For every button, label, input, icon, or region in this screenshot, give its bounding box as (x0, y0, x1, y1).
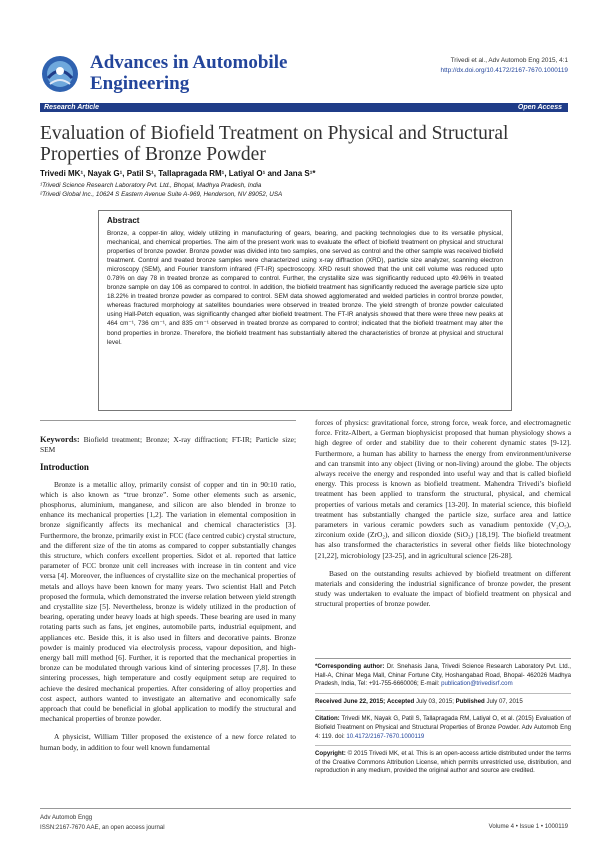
abstract-box (98, 210, 512, 411)
accepted-label: Accepted (386, 697, 415, 705)
affiliation-2: ²Trivedi Global Inc., 10624 S Eastern Avenue Suite A-969, Henderson, NV 89052, USA (40, 191, 283, 198)
article-type-ribbon (40, 103, 568, 112)
keywords (40, 434, 296, 455)
copyright-text: © 2015 Trivedi MK, et al. This is an open-access article distributed under the terms of the Creative Commons Attribution License, which permits unrestricted use, distribution, and reproduction in any medium, provided the original author and source are credited. (315, 750, 572, 775)
copyright-label: Copyright: (315, 750, 346, 758)
citation-label: Citation: (315, 715, 340, 723)
email-link[interactable]: publication@trivedisrf.com (441, 680, 513, 688)
corresponding-label: *Corresponding author: (315, 663, 385, 670)
footer-journal-info (40, 813, 165, 833)
accepted-date: July 03, 2015; (415, 697, 454, 705)
intro-paragraph-4: Based on the outstanding results achieved by biofield treatment on different materials and considering the industrial significance of bronze powder, the present study was undertaken to evaluate the impact of biofield treatment on physical and structural properties of bronze powder. (315, 568, 571, 609)
introduction-heading: Introduction (40, 462, 89, 473)
keywords-label: Keywords: (40, 434, 80, 444)
copyright (315, 750, 571, 776)
research-article-label: Research Article (44, 104, 99, 111)
footer-volume: Volume 4 • Issue 1 • 1000119 (488, 823, 568, 830)
corresponding-text: Dr. Snehasis Jana, Trivedi Science Research Laboratory Pvt. Ltd., Hall-A, Chinar Mega Mall, Chinar Fortune City, Hoshangabad Road, Bhopal- 462026 Madhya Pradesh, India, Tel: +91-755-6660006; E-mail: (315, 663, 571, 688)
abstract-text: Bronze, a copper-tin alloy, widely utilizing in manufacturing of gears, bearing, and packing technologies due to its versatile physical, mechanical, and chemical properties. The aim of the present work was to evaluate the effect of biofield treatment on physical and structural properties of bronze powder. Bronze powder was divided into two samples, one served as control and the other sample was received biofield treatment. Control and treated bronze samples were characterized using x-ray diffraction (XRD), particle size analyzer, scanning electron microscopy (SEM), and Fourier transform infrared (FT-IR) spectroscopy. XRD result showed that the unit cell volume was reduced upto 0.78% on day 78 in treated bronze as compared to control. Further, the crystallite size was significantly reduced upto 49.96% in treated bronze sample on day 106 as compared to control. In addition, the biofield treatment has significantly reduced the average particle size upto 18.22% in treated bronze powder as compared to control. SEM data showed agglomerated and welded particles in control bronze powder, whereas fractured morphology at satellites boundaries were observed in treated bronze. The yield strength of bronze powder calculated using Hall-Petch equation, was significantly changed after biofield treatment. The FT-IR analysis showed that there were three new peaks at 464 cm⁻¹, 736 cm⁻¹, and 835 cm⁻¹ observed in treated bronze as compared to control; indicated that the biofield treatment may alter the bond properties in bronze. Therefore, the biofield treatment has substantially altered the characteristics of bronze at physical and structural level. (107, 230, 503, 346)
citation (315, 715, 571, 741)
corresponding-author (315, 663, 571, 689)
intro-paragraph-2: A physicist, William Tiller proposed the existence of a new force related to human body, in addition to four well known fundamental (40, 732, 296, 752)
footer-issn: ISSN:2167-7670 AAE, an open access journal (40, 824, 165, 831)
article-title: Evaluation of Biofield Treatment on Physical and Structural Properties of Bronze Powder (40, 123, 509, 165)
footer-journal: Adv Automob Engg (40, 814, 93, 821)
divider (315, 658, 571, 659)
published-label: Published (455, 697, 485, 705)
received-date: Received June 22, 2015; (315, 697, 386, 705)
abstract-heading: Abstract (107, 216, 140, 225)
keywords-text: Biofield treatment; Bronze; X-ray diffraction; FT-IR; Particle size; SEM (40, 435, 297, 455)
header-citation (441, 56, 568, 76)
citation-doi-link[interactable]: 10.4172/2167-7670.1000119 (346, 732, 425, 740)
footer-divider (40, 808, 571, 809)
left-column (40, 434, 296, 753)
affiliation-1: ¹Trivedi Science Research Laboratory Pvt. Ltd., Bhopal, Madhya Pradesh, India (40, 182, 262, 189)
right-column (315, 418, 571, 610)
dates (315, 698, 571, 707)
correspondence-box (315, 663, 571, 776)
journal-title: Advances in Automobile Engineering (90, 52, 288, 94)
citation-text: Trivedi MK, Nayak G, Patil S, Tallapragada RM, Latiyal O, et al. (2015) Evaluation of Biofield Treatment on Physical and Structural Properties of Bronze Powder. Adv Automob Eng 4: 119. doi: (315, 715, 571, 740)
divider (40, 420, 296, 421)
cite-line: Trivedi et al., Adv Automob Eng 2015, 4:1 (450, 57, 568, 64)
doi-link[interactable]: http://dx.doi.org/10.4172/2167-7670.1000119 (440, 67, 568, 74)
intro-paragraph-3: forces of physics: gravitational force, strong force, weak force, and electromagnetic force. Fritz-Albert, a German biophysicist proposed that human physiology shows a high degree of order and stability due to their coherent dynamic states [9-12]. Furthermore, a human has ability to harness the energy from environment/universe and can transmit into any object (living or non-living) around the globe. The objects always receive the energy and responded into useful way and that is called biofield energy. This process is known as biofield treatment. Mahendra Trivedi’s biofield treatment has been applied to transform the structural, physical, and chemical properties of various metals and ceramics [13-20]. In material science, this biofield treatment has substantially changed the particle size, surface area and lattice parameters in various ceramic powders such as vanadium pentoxide (V₂O₅), zirconium oxide (ZrO₂), and silicon dioxide (SiO₂) [18,19]. The biofield treatment has also transformed the characteristics in several other fields like biotechnology [21,22], microbiology [23-25], and in agricultural science [26-28]. (315, 418, 571, 560)
journal-logo-icon (40, 54, 80, 94)
author-list: Trivedi MK¹, Nayak G¹, Patil S¹, Tallapragada RM¹, Latiyal O¹ and Jana S¹* (40, 169, 316, 178)
open-access-label: Open Access (517, 104, 562, 111)
published-date: July 07, 2015 (486, 697, 523, 705)
intro-paragraph-1: Bronze is a metallic alloy, primarily consist of copper and tin in 90:10 ratio, which is also known as “true bronze”. Some other elements such as arsenic, phosphorus, aluminium, manganese, and silicon are also blended in bronze to enhance its mechanical properties [1,2]. The variation in elemental composition in bronze significantly affects its mechanical and chemical characteristics [3]. Furthermore, the bronze, primarily exist in FCC (face centred cubic) crystal structure, and the different size of the tin atoms as compared to copper substantially changes this structure, which confers excellent properties. Sidot et al. reported that lattice parameter of FCC bronze unit cell increases with increase in tin content and vice versa [4]. Moreover, the influences of crystallite size on the mechanical properties of metals and alloys have been known for many years. Two scientist Hall and Petch proposed the formula, which demonstrated the inverse relation between yield strength and crystallite size [5]. Nevertheless, bronze is widely utilized in the production of bearing, operating under heavy loads at high speeds. These bearing are used in many rotating parts such as fans, jet engines, automobile parts, industrial equipment, and appliances etc. Beside this, it is also used in filters and decorative paints. Bronze powder is mainly produced via electrolysis process, vapour deposition, and high-energy ball mill method [6]. Further, it is reported that the mechanical properties in bronze can be modulated through various kind of sintering processes [7,8]. In these sintering processes, high temperature and costly equipment setup are required to achieve the desired mechanical properties. After considering of alloy properties and cost aspect, authors wanted to investigate an alternative and economically safe approach that could be beneficial in global application to modify the structural and mechanical properties of bronze powder. (40, 479, 296, 724)
